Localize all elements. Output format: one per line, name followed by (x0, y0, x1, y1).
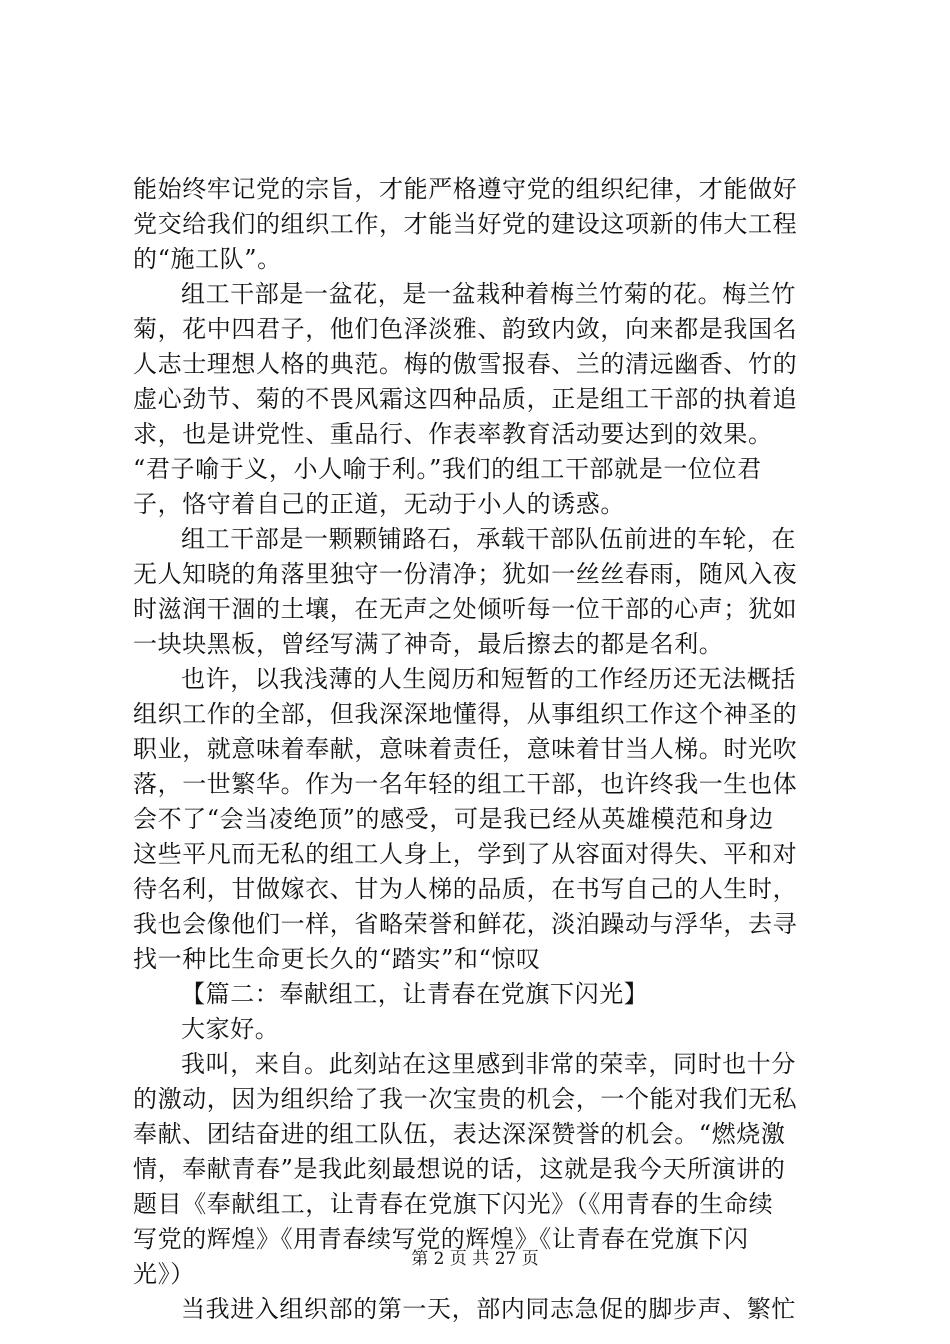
text-line: 【篇二：奉献组工，让青春在党旗下闪光】 (181, 980, 649, 1008)
text-line: 大家好。 (181, 1015, 280, 1043)
text-line: 找一种比生命更长久的“踏实”和“惊叹 (133, 945, 541, 973)
text-line: 组织工作的全部，但我深深地懂得，从事组织工作这个神圣的 (133, 700, 798, 728)
page-footer: 第 2 页 共 27 页 (411, 1249, 539, 1269)
text-line: 时滋润干涸的土壤，在无声之处倾听每一位干部的心声；犹如 (133, 595, 798, 623)
text-line: 会不了“会当凌绝顶”的感受，可是我已经从英雄模范和身边 (133, 805, 774, 833)
text-line: 的“施工队”。 (133, 245, 282, 273)
text-line: 题目《奉献组工，让青春在党旗下闪光》（《用青春的生命续 (133, 1190, 774, 1218)
document-body (133, 172, 833, 1327)
text-line: 虚心劲节、菊的不畏风霜这四种品质，正是组工干部的执着追 (133, 385, 798, 413)
text-line: 我也会像他们一样，省略荣誉和鲜花，淡泊躁动与浮华，去寻 (133, 910, 798, 938)
text-line: 无人知晓的角落里独守一份清净；犹如一丝丝春雨，随风入夜 (133, 560, 798, 588)
text-line: 组工干部是一盆花，是一盆栽种着梅兰竹菊的花。梅兰竹 (181, 280, 796, 308)
text-line: 情，奉献青春”是我此刻最想说的话，这就是我今天所演讲的 (133, 1155, 786, 1183)
text-line: 光》） (133, 1260, 195, 1288)
text-line: 写党的辉煌》《用青春续写党的辉煌》《让青春在党旗下闪 (133, 1225, 749, 1253)
text-line: 落，一世繁华。作为一名年轻的组工干部，也许终我一生也体 (133, 770, 798, 798)
text-line: 我叫，来自。此刻站在这里感到非常的荣幸，同时也十分 (181, 1050, 796, 1078)
text-line: 求，也是讲党性、重品行、作表率教育活动要达到的效果。 (133, 420, 773, 448)
text-line: 人志士理想人格的典范。梅的傲雪报春、兰的清远幽香、竹的 (133, 350, 798, 378)
text-line: 组工干部是一颗颗铺路石，承载干部队伍前进的车轮，在 (181, 525, 796, 553)
text-line: 待名利，甘做嫁衣、甘为人梯的品质，在书写自己的人生时， (133, 875, 798, 903)
text-line: 子，恪守着自己的正道，无动于小人的诱惑。 (133, 490, 625, 518)
text-line: 这些平凡而无私的组工人身上，学到了从容面对得失、平和对 (133, 840, 798, 868)
text-line: 能始终牢记党的宗旨，才能严格遵守党的组织纪律，才能做好 (133, 175, 798, 203)
text-line: 的激动，因为组织给了我一次宝贵的机会，一个能对我们无私 (133, 1085, 798, 1113)
text-line: 奉献、团结奋进的组工队伍，表达深深赞誉的机会。“燃烧激 (133, 1120, 786, 1148)
text-line: 当我进入组织部的第一天，部内同志急促的脚步声、繁忙 (181, 1295, 796, 1323)
text-line: 职业，就意味着奉献，意味着责任，意味着甘当人梯。时光吹 (133, 735, 798, 763)
text-line: 也许，以我浅薄的人生阅历和短暂的工作经历还无法概括 (181, 665, 796, 693)
text-line: 菊，花中四君子，他们色泽淡雅、韵致内敛，向来都是我国名 (133, 315, 798, 343)
text-line: 一块块黑板，曾经写满了神奇，最后擦去的都是名利。 (133, 630, 724, 658)
text-line: “君子喻于义，小人喻于利。”我们的组工干部就是一位位君 (133, 455, 762, 483)
text-line: 党交给我们的组织工作，才能当好党的建设这项新的伟大工程 (133, 210, 798, 238)
